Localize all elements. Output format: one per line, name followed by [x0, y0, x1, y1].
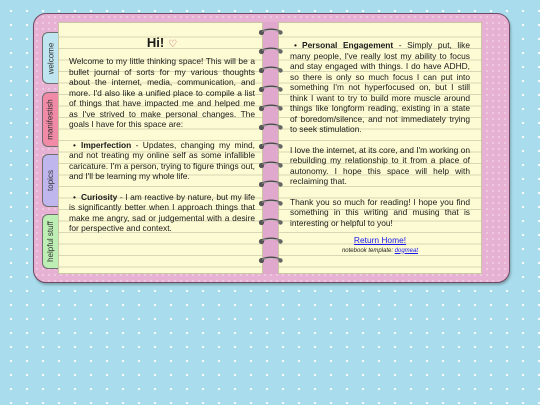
spiral-ring	[258, 161, 284, 169]
tab-label: helpful stuff	[46, 221, 55, 262]
spiral-ring	[258, 199, 284, 207]
tab-topics[interactable]	[42, 154, 58, 207]
spiral-ring	[258, 28, 284, 36]
list-item-text: - I am reactive by nature, but my life is significantly better when I approach things that make me angry, sad or judgemental with a desire for perspective and context.	[69, 191, 255, 233]
tab-label: topics	[46, 170, 55, 191]
page-title-row	[69, 36, 255, 52]
thanks-paragraph: Thank you so much for reading! I hope you find something in this writing and musing that is interesting or helpful to you!	[290, 196, 470, 228]
spiral-ring	[258, 218, 284, 226]
tab-helpful-stuff[interactable]	[42, 214, 58, 269]
spiral-ring	[258, 66, 284, 74]
list-item-term: Curiosity	[81, 191, 118, 202]
intro-paragraph: Welcome to my little thinking space! This will be a bullet journal of sorts for my various thoughts about the internet, media, communication, and more. I'd also like a unified place to compile a list of things that have impacted me and helped me as I've strived to make personal changes. The goals I have for this space are:	[69, 56, 255, 129]
tab-label: manifestish	[46, 99, 55, 140]
tab-manifestish[interactable]	[42, 92, 58, 147]
goals-list-continued	[290, 40, 470, 135]
template-credit	[290, 247, 470, 255]
spiral-ring	[258, 256, 284, 264]
right-page-content	[290, 40, 470, 255]
list-item	[290, 40, 470, 135]
return-home-link[interactable]: Return Home!	[353, 235, 407, 245]
left-page-content	[69, 36, 255, 234]
spiral-ring	[258, 123, 284, 131]
spiral-ring	[258, 142, 284, 150]
list-item	[69, 140, 255, 182]
spiral-ring	[258, 47, 284, 55]
list-item-text: - Simply put, like many people, I've really lost my ability to focus and stay engaged with things. I do have ADHD, so there is only so much focus I can put into something I'm not hyperfocused on, but I still think I want to try to build more muscle around things like longform reading, existing in a state of boredom/silence, and not immediately trying to seek stimulation.	[290, 40, 470, 134]
spiral-ring	[258, 180, 284, 188]
list-item-term: Imperfection	[81, 139, 132, 150]
internet-paragraph: I love the internet, at its core, and I'm working on rebuilding my relationship to it from a place of autonomy. I hope this space will help with reclaiming that.	[290, 144, 470, 186]
credit-text: notebook template:	[341, 247, 395, 254]
tab-welcome[interactable]	[42, 32, 58, 84]
list-item-term: Personal Engagement	[302, 40, 394, 50]
spiral-ring	[258, 85, 284, 93]
heart-doodle-icon: ♡	[168, 39, 178, 50]
list-item-text: - Updates, changing my mind, and not treating my online self as some infallible caricature. I'm a person, trying to figure things out, and I'll be learning my whole life.	[69, 139, 255, 181]
page-title: Hi!	[146, 35, 165, 50]
spiral-ring	[258, 237, 284, 245]
tab-label: welcome	[46, 42, 56, 74]
goals-list	[69, 140, 255, 234]
credit-link[interactable]: dogmeat	[394, 247, 419, 254]
spiral-ring	[258, 104, 284, 112]
list-item	[69, 192, 255, 234]
